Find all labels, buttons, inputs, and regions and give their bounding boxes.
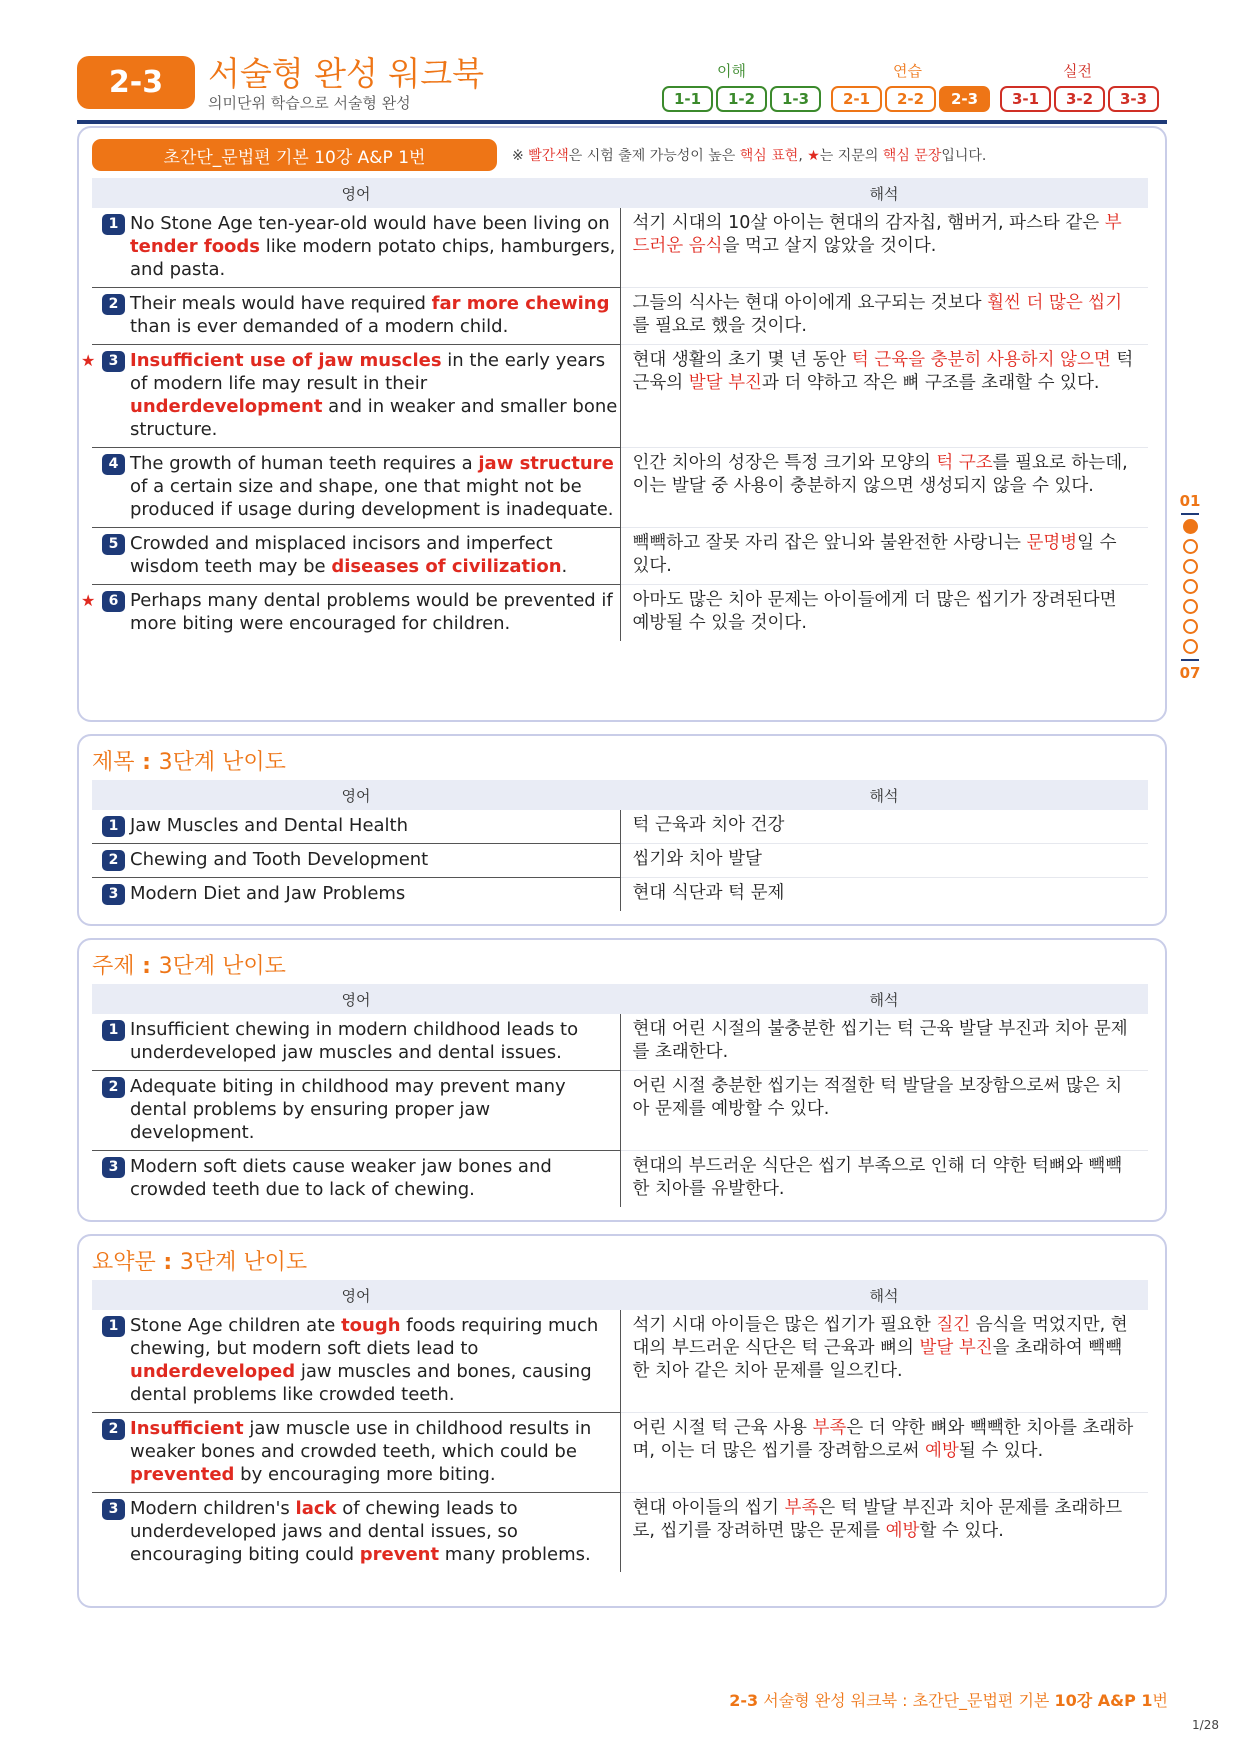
table-row	[92, 1071, 1148, 1151]
korean-translation: 씹기와 치아 발달	[620, 844, 1148, 878]
key-expression: tender foods	[130, 236, 261, 257]
level-label-real: 실전	[1063, 62, 1092, 80]
english-sentence: 4 The growth of human teeth requires a jaw structure of a certain size and shape, one that might not be produced if usage during development is inadequate.	[92, 448, 620, 528]
korean-translation: 인간 치아의 성장은 특정 크기와 모양의 턱 구조를 필요로 하는데, 이는 발달 중 사용이 충분하지 않으면 생성되지 않을 수 있다.	[620, 448, 1148, 528]
key-expression: 예방	[885, 1521, 920, 1541]
summary-section-heading: 요약문 : 3단계 난이도	[92, 1250, 308, 1275]
sentence-number-badge: 1	[102, 214, 125, 235]
key-expression: 부족	[784, 1498, 819, 1518]
korean-translation: 석기 시대 아이들은 많은 씹기가 필요한 질긴 음식을 먹었지만, 현대의 부드러운 식단은 턱 근육과 뼈의 발달 부진을 초래하여 빽빽한 치아 같은 치아 문제를 일으킨다.	[620, 1310, 1148, 1413]
key-expression: Insufficient use of jaw muscles	[130, 350, 442, 371]
key-expression: 질긴	[936, 1315, 971, 1335]
side-nav-divider	[1181, 513, 1199, 515]
title-section-heading: 제목 : 3단계 난이도	[92, 750, 286, 775]
korean-translation: 현대 어린 시절의 불충분한 씹기는 턱 근육 발달 부진과 치아 문제를 초래한다.	[620, 1014, 1148, 1071]
side-nav-divider	[1181, 659, 1199, 661]
summary-table	[92, 1280, 1148, 1572]
key-expression: jaw structure	[478, 453, 614, 474]
table-row	[92, 345, 1148, 448]
level-button-1-1[interactable]: 1-1	[662, 86, 713, 112]
korean-translation: 현대의 부드러운 식단은 씹기 부족으로 인해 더 약한 턱뼈와 빽빽한 치아를 유발한다.	[632, 1156, 1123, 1199]
header-divider	[77, 120, 1167, 124]
page-dot[interactable]	[1183, 519, 1198, 534]
key-sentence-star-icon: ★	[81, 351, 96, 370]
level-label-understand: 이해	[717, 62, 746, 80]
col-header-korean: 해석	[620, 1280, 1148, 1310]
english-sentence: 6 ★ Perhaps many dental problems would be prevented if more biting were encouraged for children.	[92, 585, 620, 642]
unit-badge: 2-3	[77, 56, 195, 109]
key-expression: prevent	[359, 1544, 440, 1565]
col-header-korean: 해석	[620, 780, 1148, 810]
korean-translation: 아마도 많은 치아 문제는 아이들에게 더 많은 씹기가 장려된다면 예방될 수 있을 것이다.	[632, 590, 1117, 633]
footer-title: 2-3 서술형 완성 워크북 : 초간단_문법편 기본 10강 A&P 1번	[729, 1691, 1168, 1710]
english-sentence: 3 Modern Diet and Jaw Problems	[92, 878, 620, 912]
theme-table	[92, 984, 1148, 1207]
col-header-korean: 해석	[620, 178, 1148, 208]
sentence-number-badge: 3	[102, 1499, 125, 1520]
table-row	[92, 1151, 1148, 1208]
english-sentence: 3 ★ Insufficient use of jaw muscles in the early years of modern life may result in their underdevelopment and in weaker and smaller bone structure.	[92, 345, 620, 448]
side-page-nav	[1175, 492, 1205, 682]
korean-translation: 턱 근육과 치아 건강	[620, 810, 1148, 844]
level-button-1-2[interactable]: 1-2	[716, 86, 767, 112]
key-expression: 예방	[925, 1441, 959, 1461]
side-nav-dots	[1175, 519, 1205, 654]
sentence-number-badge: 1	[102, 1316, 125, 1337]
key-expression: 문명병	[1026, 533, 1078, 553]
sentence-number-badge: 2	[102, 850, 125, 871]
page-dot[interactable]	[1183, 599, 1198, 614]
table-row	[92, 208, 1148, 288]
english-sentence: 3 Modern children's lack of chewing leads to underdeveloped jaws and dental issues, so encouraging biting could prevent many problems.	[92, 1493, 620, 1573]
level-button-2-2[interactable]: 2-2	[885, 86, 936, 112]
side-nav-first[interactable]: 01	[1179, 492, 1201, 510]
passage-table	[81, 178, 1148, 641]
english-sentence: 2 Insufficient jaw muscle use in childhood results in weaker bones and crowded teeth, which could be prevented by encouraging more biting.	[92, 1413, 620, 1493]
legend-note: ※ 빨간색은 시험 출제 가능성이 높은 핵심 표현, ★는 지문의 핵심 문장입니다.	[512, 148, 987, 164]
sentence-number-badge: 5	[102, 534, 125, 555]
page-dot[interactable]	[1183, 539, 1198, 554]
table-row	[92, 810, 1148, 844]
key-expression: 훨씬 더 많은 씹기	[987, 293, 1123, 313]
korean-translation: 현대 아이들의 씹기 부족은 턱 발달 부진과 치아 문제를 초래하므로, 씹기를 장려하면 많은 문제를 예방할 수 있다.	[632, 1498, 1123, 1541]
table-row	[92, 1014, 1148, 1071]
english-sentence: 2 Adequate biting in childhood may prevent many dental problems by ensuring proper jaw development.	[92, 1071, 620, 1151]
level-button-1-3[interactable]: 1-3	[770, 86, 821, 112]
key-expression: prevented	[130, 1464, 235, 1485]
sentence-number-badge: 1	[102, 1020, 125, 1041]
level-label-practice: 연습	[893, 62, 922, 80]
english-sentence: 5 Crowded and misplaced incisors and imperfect wisdom teeth may be diseases of civilization.	[92, 528, 620, 585]
key-expression: 턱 구조	[936, 453, 993, 473]
page-dot[interactable]	[1183, 579, 1198, 594]
english-sentence: 1 Stone Age children ate tough foods requiring much chewing, but modern soft diets lead to underdeveloped jaw muscles and bones, causing dental problems like crowded teeth.	[92, 1310, 620, 1413]
english-sentence: 1 Insufficient chewing in modern childhood leads to underdeveloped jaw muscles and dental issues.	[92, 1014, 620, 1071]
korean-translation: 그들의 식사는 현대 아이에게 요구되는 것보다 훨씬 더 많은 씹기를 필요로 했을 것이다.	[620, 288, 1148, 345]
korean-translation: 빽빽하고 잘못 자리 잡은 앞니와 불완전한 사랑니는 문명병일 수 있다.	[620, 528, 1148, 585]
level-button-2-3[interactable]: 2-3	[939, 86, 990, 112]
key-expression: diseases of civilization	[331, 556, 562, 577]
table-row	[92, 1493, 1148, 1573]
side-nav-last[interactable]: 07	[1179, 664, 1201, 682]
page-dot[interactable]	[1183, 619, 1198, 634]
col-header-korean: 해석	[620, 984, 1148, 1014]
level-button-3-2[interactable]: 3-2	[1054, 86, 1105, 112]
key-expression: underdeveloped	[130, 1361, 296, 1382]
sentence-number-badge: 2	[102, 1419, 125, 1440]
key-expression: lack	[295, 1498, 337, 1519]
english-sentence: 1 Jaw Muscles and Dental Health	[92, 810, 620, 844]
table-row	[92, 448, 1148, 528]
sentence-number-badge: 3	[102, 351, 125, 372]
sentence-number-badge: 3	[102, 884, 125, 905]
col-header-english: 영어	[92, 780, 620, 810]
col-header-english: 영어	[92, 1280, 620, 1310]
sentence-number-badge: 2	[102, 1077, 125, 1098]
sentence-number-badge: 4	[102, 454, 125, 475]
english-sentence: 3 Modern soft diets cause weaker jaw bones and crowded teeth due to lack of chewing.	[92, 1151, 620, 1208]
sentence-number-badge: 6	[102, 591, 125, 612]
level-button-3-1[interactable]: 3-1	[1000, 86, 1051, 112]
english-sentence: 2 Their meals would have required far more chewing than is ever demanded of a modern child.	[92, 288, 620, 345]
key-expression: far more chewing	[431, 293, 610, 314]
key-expression: 부족	[812, 1418, 847, 1438]
table-row	[92, 878, 1148, 912]
english-sentence: 2 Chewing and Tooth Development	[92, 844, 620, 878]
korean-translation: 현대 식단과 턱 문제	[632, 883, 785, 903]
level-button-3-3[interactable]: 3-3	[1108, 86, 1159, 112]
sentence-number-badge: 1	[102, 816, 125, 837]
korean-translation: 현대 생활의 초기 몇 년 동안 턱 근육을 충분히 사용하지 않으면 턱 근육의 발달 부진과 더 약하고 작은 뼈 구조를 초래할 수 있다.	[620, 345, 1148, 448]
col-header-english: 영어	[92, 984, 620, 1014]
korean-translation: 어린 시절 충분한 씹기는 적절한 턱 발달을 보장함으로써 많은 치아 문제를 예방할 수 있다.	[620, 1071, 1148, 1151]
sentence-number-badge: 3	[102, 1157, 125, 1178]
col-header-english: 영어	[92, 178, 620, 208]
level-button-2-1[interactable]: 2-1	[831, 86, 882, 112]
table-row	[92, 585, 1148, 642]
key-expression: underdevelopment	[130, 396, 323, 417]
table-row	[92, 844, 1148, 878]
key-expression: 발달 부진	[688, 373, 762, 393]
page-number: 1/28	[1192, 1718, 1219, 1732]
korean-translation: 석기 시대의 10살 아이는 현대의 감자칩, 햄버거, 파스타 같은 부드러운 음식을 먹고 살지 않았을 것이다.	[620, 208, 1148, 288]
english-sentence: 1 No Stone Age ten-year-old would have been living on tender foods like modern potato chips, hamburgers, and pasta.	[92, 208, 620, 288]
page-title: 서술형 완성 워크북	[208, 54, 485, 93]
page-dot[interactable]	[1183, 559, 1198, 574]
page-dot[interactable]	[1183, 639, 1198, 654]
key-expression: 발달 부진	[919, 1338, 993, 1358]
section-title-pill: 초간단_문법편 기본 10강 A&P 1번	[92, 139, 497, 171]
title-table	[92, 780, 1148, 911]
table-row	[92, 1310, 1148, 1413]
key-expression: 부드러운 음식	[632, 213, 1122, 256]
table-row	[92, 528, 1148, 585]
key-expression: 턱 근육을 충분히 사용하지 않으면	[851, 350, 1111, 370]
theme-section-heading: 주제 : 3단계 난이도	[92, 954, 286, 979]
key-expression: Insufficient	[130, 1418, 244, 1439]
key-sentence-star-icon: ★	[81, 591, 96, 610]
page-subtitle: 의미단위 학습으로 서술형 완성	[208, 94, 411, 112]
table-row	[92, 288, 1148, 345]
korean-translation: 어린 시절 턱 근육 사용 부족은 더 약한 뼈와 빽빽한 치아를 초래하며, 이는 더 많은 씹기를 장려함으로써 예방될 수 있다.	[620, 1413, 1148, 1493]
sentence-number-badge: 2	[102, 294, 125, 315]
key-expression: tough	[341, 1315, 401, 1336]
table-row	[92, 1413, 1148, 1493]
